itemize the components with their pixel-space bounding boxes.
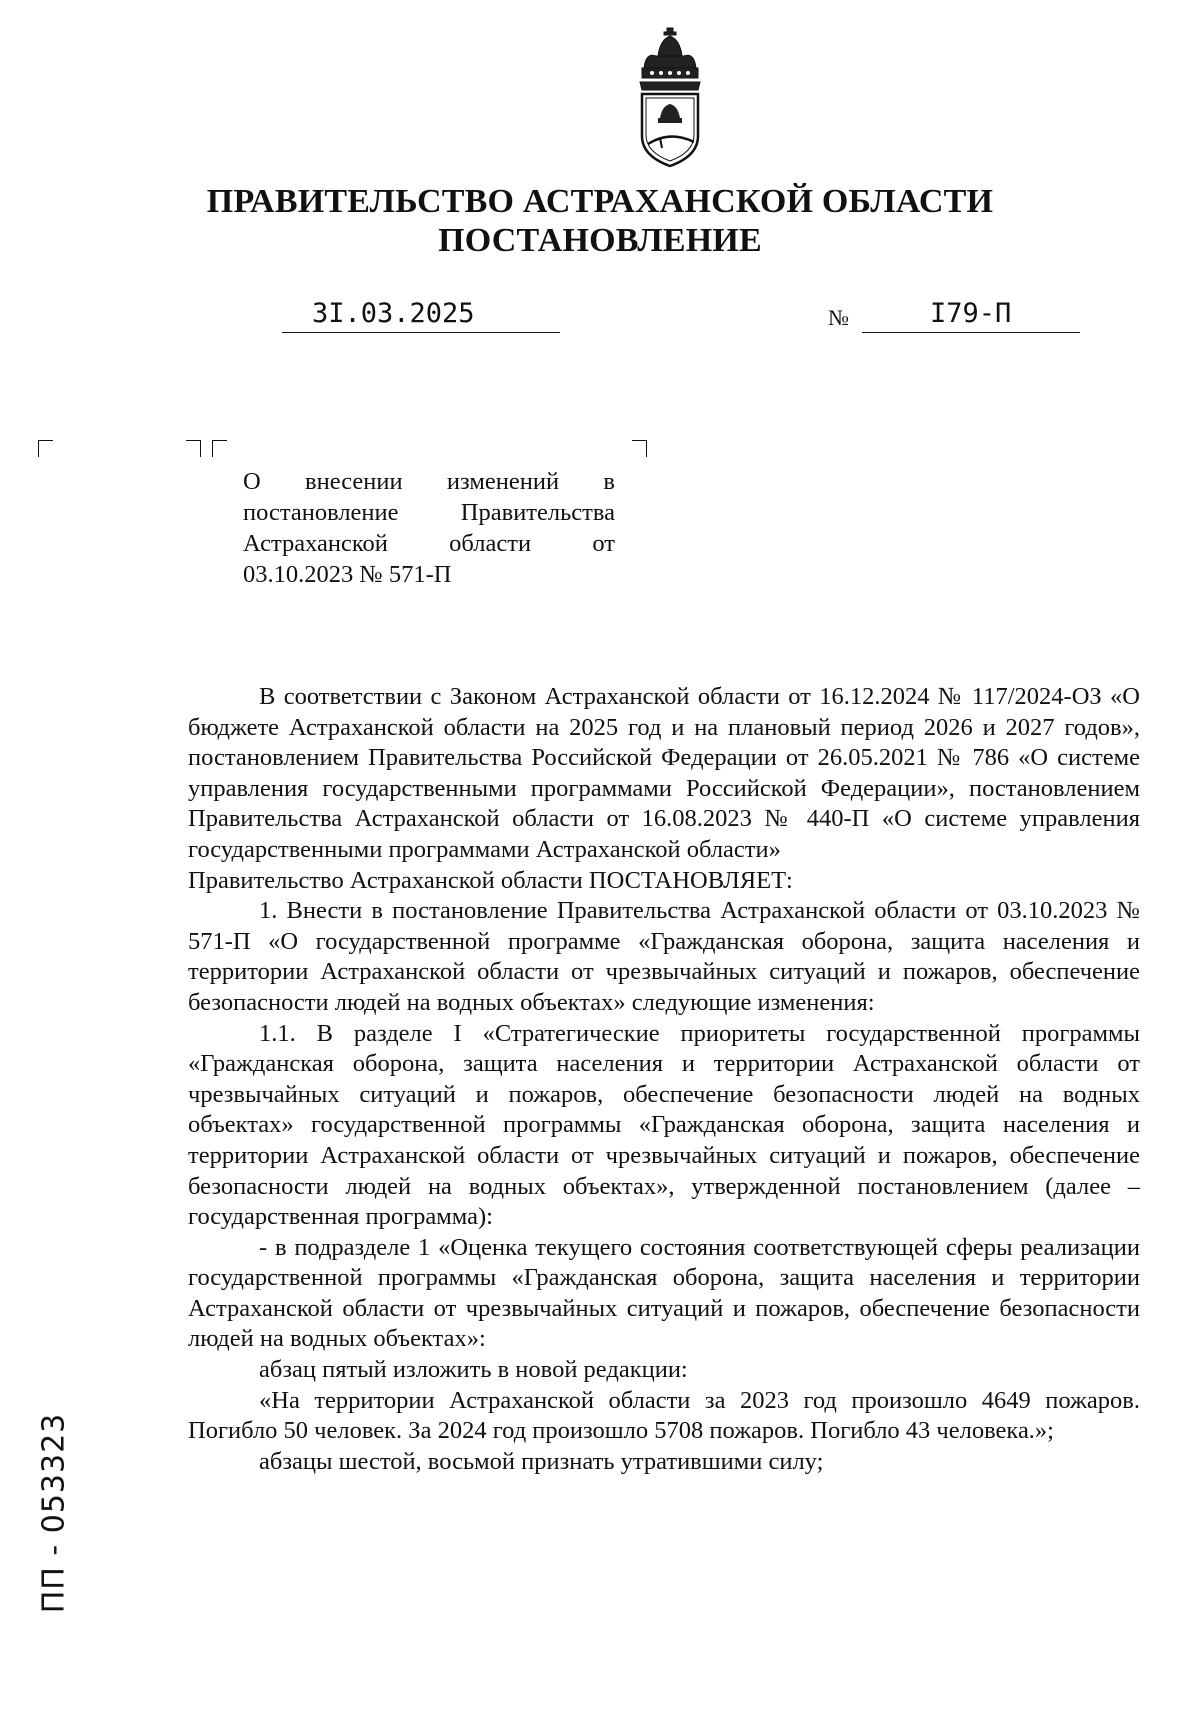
clause-1: 1. Внести в постановление Правительства Астраханской области от 03.10.2023 № 571-П «О государственной программе «Гражданская оборона, защита населения и территории Астраханской области от чрезвычайных ситуаций и пожаров, обеспечение безопасности людей на водных объектах» следующие изменения:	[188, 897, 1140, 1016]
corner-mark	[632, 440, 647, 457]
document-subject: О внесении изменений в постановление Правительства Астраханской области от 03.10.2023 № 571-П	[243, 468, 615, 588]
corner-mark	[212, 440, 227, 457]
instruction-paragraph: абзацы шестой, восьмой признать утратившими силу;	[259, 1447, 824, 1475]
resolution-paragraph	[188, 866, 1140, 897]
document-date: 3I.03.2025	[312, 298, 475, 329]
corner-mark	[38, 440, 53, 457]
subsection-item: - в подразделе 1 «Оценка текущего состояния соответствующей сферы реализации государственной программы «Гражданская оборона, защита населения и территории Астраханской области от чрезвычайных ситуаций и пожаров, обеспечение безопасности людей на водных объектах»:	[188, 1233, 1140, 1353]
organization-heading: ПРАВИТЕЛЬСТВО АСТРАХАНСКОЙ ОБЛАСТИ	[206, 183, 994, 220]
document-body	[188, 682, 1140, 1477]
clause-1-1: 1.1. В разделе I «Стратегические приоритеты государственной программы «Гражданская оборона, защита населения и территории Астраханской области от чрезвычайных ситуаций и пожаров, обеспечение безопасности людей на водных объектах» государственной программы «Гражданская оборона, защита населения и территории Астраханской области от чрезвычайных ситуаций и пожаров, обеспечение безопасности людей на водных объектах», утвержденной постановлением (далее – государственная программа):	[188, 1019, 1140, 1231]
quoted-paragraph: «На территории Астраханской области за 2023 год произошло 4649 пожаров. Погибло 50 человек. За 2024 год произошло 5708 пожаров. Погибло 43 человека.»;	[188, 1386, 1140, 1445]
preamble-paragraph: В соответствии с Законом Астраханской области от 16.12.2024 № 117/2024-ОЗ «О бюджете Астраханской области на 2025 год и на плановый период 2026 и 2027 годов», постановлением Правительства Российской Федерации от 26.05.2021 № 786 «О системе управления государственными программами Российской Федерации», постановлением Правительства Астраханской области от 16.08.2023 № 440-П «О системе управления государственными программами Астраханской области»	[188, 683, 1140, 863]
serial-number-stamp	[36, 1388, 72, 1638]
coat-of-arms-emblem	[630, 26, 710, 176]
number-label: №	[828, 305, 849, 330]
instruction-paragraph: абзац пятый изложить в новой редакции:	[259, 1356, 688, 1384]
resolution-verb: ПОСТАНОВЛЯЕТ:	[588, 866, 793, 894]
serial-number: ПП - 053323	[36, 1412, 72, 1614]
resolution-subject: Правительство Астраханской области	[188, 866, 589, 894]
corner-mark	[186, 440, 201, 457]
document-type-heading: ПОСТАНОВЛЕНИЕ	[438, 222, 762, 259]
document-number: I79-П	[930, 298, 1012, 329]
